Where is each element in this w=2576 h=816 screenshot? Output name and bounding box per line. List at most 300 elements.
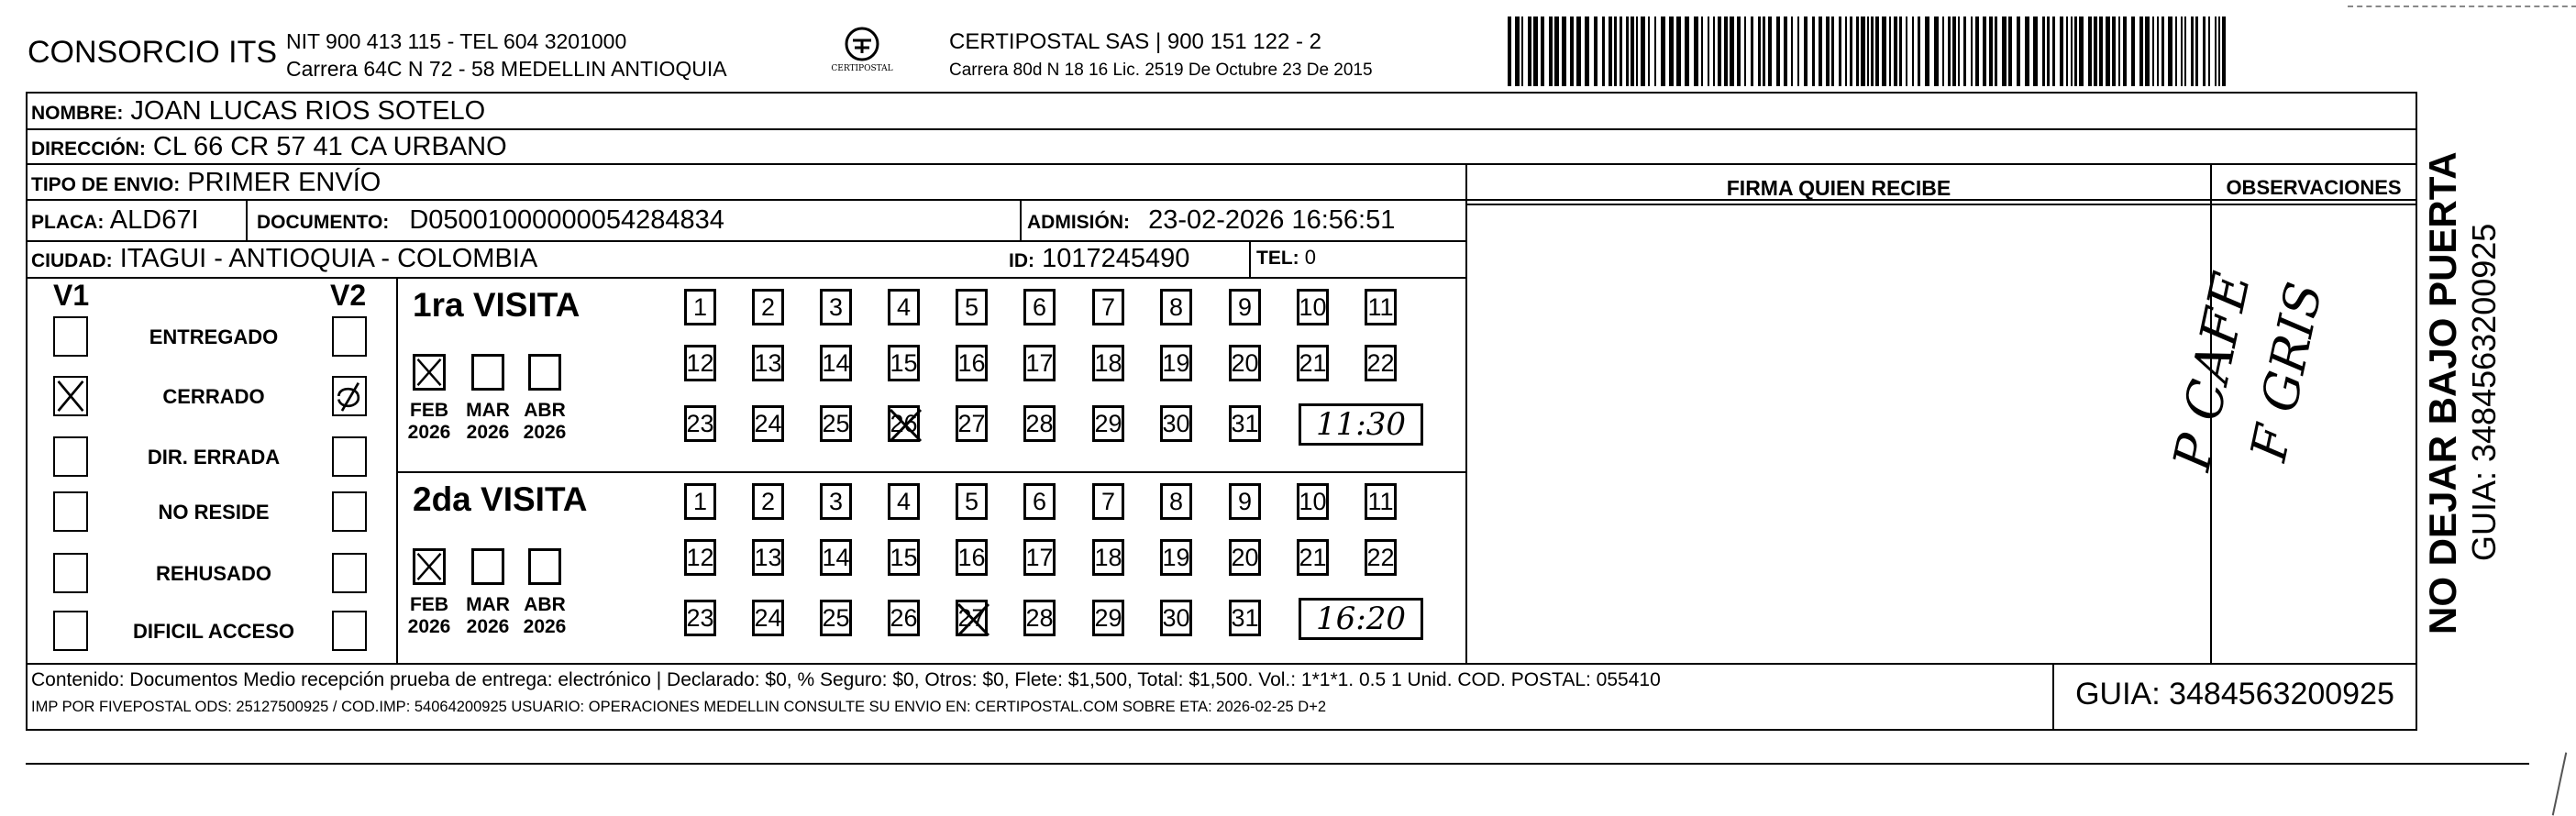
barcode-bar <box>2047 17 2050 86</box>
day-number: 30 <box>1162 409 1190 437</box>
day-box[interactable] <box>1023 483 1056 520</box>
barcode-bar <box>2079 17 2084 86</box>
direccion-label: DIRECCIÓN: <box>31 138 146 160</box>
barcode-bar <box>2168 17 2172 86</box>
day-number: 15 <box>890 543 918 571</box>
day-box[interactable] <box>1092 539 1124 576</box>
placa-cell <box>31 207 199 234</box>
documento-value: D05001000000054284834 <box>409 205 724 235</box>
day-box[interactable] <box>820 345 852 381</box>
barcode-bar <box>1641 17 1645 86</box>
day-box[interactable] <box>684 483 716 520</box>
status-label: NO RESIDE <box>158 501 270 524</box>
barcode-bar <box>1737 17 1741 86</box>
v2-checkbox[interactable] <box>332 553 367 593</box>
barcode-bar <box>1894 17 1897 86</box>
day-box[interactable] <box>684 345 716 381</box>
day-number: 13 <box>754 348 782 377</box>
day-number: 16 <box>957 348 986 377</box>
barcode-bar <box>1661 17 1665 86</box>
day-number: 14 <box>822 543 850 571</box>
month-name: FEB <box>410 400 448 421</box>
footer-contenido: Contenido: Documentos Medio recepción prueba de entrega: electrónico | Declarado: $0, % Seguro: $0, Otros: $0, Flete: $1,500, Total: $1,500. Vol.: 1*1*1. 0.5 1 Unid. COD. POSTAL: 055410 <box>31 669 1661 690</box>
barcode-bar <box>1654 17 1656 86</box>
day-box[interactable] <box>888 289 920 325</box>
day-cross-mark <box>955 599 992 641</box>
barcode-bar <box>1528 17 1531 86</box>
barcode-bar <box>1701 17 1703 86</box>
barcode-bar <box>1724 17 1728 86</box>
month-year: 2026 <box>523 616 567 638</box>
barcode-bar <box>1763 17 1765 86</box>
time-value: 11:30 <box>1316 406 1406 443</box>
placa-value: ALD67I <box>109 205 199 235</box>
day-number: 3 <box>828 292 844 321</box>
day-box[interactable] <box>1365 289 1397 325</box>
barcode-bar <box>2033 17 2038 86</box>
day-number: 26 <box>890 409 918 437</box>
barcode-bar <box>2106 17 2110 86</box>
barcode-bar <box>1768 17 1772 86</box>
day-number: 22 <box>1366 543 1395 571</box>
day-number: 19 <box>1162 348 1190 377</box>
barcode-bar <box>2152 17 2154 86</box>
day-box[interactable] <box>1023 289 1056 325</box>
barcode-bar <box>2161 17 2164 86</box>
tel-cell <box>1256 248 1316 268</box>
day-number: 24 <box>754 603 782 632</box>
day-number: 6 <box>1032 292 1047 321</box>
month-label <box>397 594 461 638</box>
barcode-bar <box>1730 17 1734 86</box>
barcode-bar <box>1585 17 1589 86</box>
day-number: 7 <box>1100 487 1116 515</box>
day-box[interactable] <box>820 539 852 576</box>
id-label: ID: <box>1009 250 1034 271</box>
v2-checkbox[interactable] <box>332 376 367 416</box>
day-number: 1 <box>692 292 708 321</box>
month-year: 2026 <box>407 616 451 638</box>
barcode-bar <box>2074 17 2077 86</box>
day-number: 10 <box>1299 487 1327 515</box>
barcode-bar <box>1594 17 1598 86</box>
page-edge-mark <box>2552 753 2568 816</box>
day-box[interactable] <box>1092 345 1124 381</box>
day-number: 12 <box>686 543 714 571</box>
day-box[interactable] <box>1160 539 1192 576</box>
barcode-bar <box>1826 17 1830 86</box>
barcode-bar <box>1626 17 1629 86</box>
day-number: 9 <box>1237 487 1253 515</box>
day-box[interactable] <box>1229 600 1261 636</box>
day-number: 14 <box>822 348 850 377</box>
observaciones-header: OBSERVACIONES <box>2226 176 2402 199</box>
barcode-bar <box>1856 17 1859 86</box>
status-label: REHUSADO <box>156 562 271 585</box>
barcode-bar <box>1918 17 1920 86</box>
month-name: FEB <box>410 594 448 615</box>
day-box[interactable] <box>888 345 920 381</box>
direccion-value: CL 66 CR 57 41 CA URBANO <box>152 132 507 161</box>
day-number: 12 <box>686 348 714 377</box>
barcode-bar <box>1975 17 1979 86</box>
barcode-bar <box>1636 17 1638 86</box>
tel-label: TEL: <box>1256 248 1299 269</box>
month-checkbox[interactable] <box>413 354 446 391</box>
barcode-bar <box>2203 17 2206 86</box>
v2-checkbox[interactable] <box>332 491 367 532</box>
day-cross-mark <box>887 404 924 447</box>
day-box[interactable] <box>888 539 920 576</box>
barcode-bar <box>2025 17 2029 86</box>
certipostal-logo <box>830 26 894 83</box>
day-number: 19 <box>1162 543 1190 571</box>
barcode-bar <box>1791 17 1793 86</box>
day-number: 21 <box>1299 543 1327 571</box>
barcode-bar <box>1963 17 1966 86</box>
day-box[interactable] <box>752 405 784 442</box>
day-box[interactable] <box>1023 345 1056 381</box>
day-box[interactable] <box>1160 289 1192 325</box>
day-box[interactable] <box>956 539 988 576</box>
month-checkbox[interactable] <box>528 548 561 585</box>
barcode-bar <box>1694 17 1698 86</box>
v1-checkbox[interactable] <box>53 491 88 532</box>
observacion-line-1: P CAFE <box>2162 267 2263 476</box>
day-number: 27 <box>957 603 986 632</box>
day-box[interactable] <box>888 600 920 636</box>
barcode-bar <box>2184 17 2186 86</box>
day-number: 22 <box>1366 348 1395 377</box>
visit-title: 2da VISITA <box>413 480 588 518</box>
month-name: MAR <box>466 400 510 421</box>
barcode-bar <box>2052 17 2055 86</box>
barcode-bar <box>1570 17 1574 86</box>
day-box[interactable] <box>1160 483 1192 520</box>
month-year: 2026 <box>407 422 451 444</box>
day-number: 8 <box>1168 487 1184 515</box>
day-box[interactable] <box>1092 405 1124 442</box>
barcode-bar <box>2094 17 2097 86</box>
day-number: 29 <box>1094 603 1122 632</box>
time-box[interactable] <box>1299 403 1423 446</box>
month-year: 2026 <box>466 616 510 638</box>
day-number: 23 <box>686 409 714 437</box>
top-right-dashes <box>2348 6 2576 7</box>
barcode-bar <box>1839 17 1841 86</box>
barcode-bar <box>2017 17 2020 86</box>
barcode-bar <box>1871 17 1874 86</box>
month-year: 2026 <box>523 422 567 444</box>
footer-guia: GUIA: 3484563200925 <box>2075 677 2394 711</box>
day-number: 20 <box>1231 348 1259 377</box>
day-box[interactable] <box>956 405 988 442</box>
barcode-bar <box>2191 17 2194 86</box>
barcode-bar <box>1718 17 1721 86</box>
day-number: 25 <box>822 603 850 632</box>
barcode-bar <box>1912 17 1914 86</box>
day-box[interactable] <box>820 289 852 325</box>
day-box[interactable] <box>684 600 716 636</box>
day-box[interactable] <box>752 483 784 520</box>
barcode-bar <box>1614 17 1617 86</box>
day-box[interactable] <box>684 289 716 325</box>
barcode-bar <box>2157 17 2159 86</box>
barcode-bar <box>2215 17 2217 86</box>
admision-label: ADMISIÓN: <box>1027 212 1130 233</box>
day-box[interactable] <box>1160 345 1192 381</box>
barcode-bar <box>2175 17 2177 86</box>
day-box[interactable] <box>1365 345 1397 381</box>
barcode-bar <box>1751 17 1753 86</box>
v2-checkbox[interactable] <box>332 611 367 651</box>
barcode-bar <box>2060 17 2063 86</box>
day-box[interactable] <box>684 539 716 576</box>
month-name: MAR <box>466 594 510 615</box>
barcode-bar <box>2008 17 2012 86</box>
logo-text: CERTIPOSTAL <box>831 64 893 73</box>
barcode-bar <box>1776 17 1780 86</box>
barcode-bar <box>1541 17 1544 86</box>
day-number: 18 <box>1094 348 1122 377</box>
barcode-bar <box>1744 17 1746 86</box>
day-number: 8 <box>1168 292 1184 321</box>
day-box[interactable] <box>1297 289 1329 325</box>
day-number: 11 <box>1367 487 1394 515</box>
day-box[interactable] <box>1297 539 1329 576</box>
month-label <box>513 400 577 444</box>
day-number: 26 <box>890 603 918 632</box>
day-number: 17 <box>1025 348 1054 377</box>
day-box[interactable] <box>1297 345 1329 381</box>
day-box[interactable] <box>1297 483 1329 520</box>
day-number: 29 <box>1094 409 1122 437</box>
barcode-bar <box>1602 17 1605 86</box>
day-number: 7 <box>1100 292 1116 321</box>
tipo-envio-label: TIPO DE ENVIO: <box>31 174 181 195</box>
day-box[interactable] <box>888 483 920 520</box>
month-year: 2026 <box>466 422 510 444</box>
barcode-bar <box>1889 17 1891 86</box>
day-box[interactable] <box>820 405 852 442</box>
barcode-bar <box>2123 17 2127 86</box>
ciudad-value: ITAGUI - ANTIOQUIA - COLOMBIA <box>119 244 538 273</box>
day-number: 20 <box>1231 543 1259 571</box>
tel-value: 0 <box>1304 246 1317 269</box>
day-box[interactable] <box>1160 600 1192 636</box>
company-nit: NIT 900 413 115 - TEL 604 3201000 <box>286 29 627 53</box>
barcode-bar <box>1609 17 1612 86</box>
day-box[interactable] <box>752 289 784 325</box>
day-box[interactable] <box>1092 483 1124 520</box>
barcode-bar <box>1831 17 1834 86</box>
ciudad-cell <box>31 246 537 272</box>
barcode-bar <box>1713 17 1715 86</box>
month-checkbox[interactable] <box>528 354 561 391</box>
day-number: 31 <box>1231 603 1259 632</box>
day-number: 4 <box>896 292 912 321</box>
time-box[interactable] <box>1299 598 1423 640</box>
day-box[interactable] <box>956 483 988 520</box>
firma-header: FIRMA QUIEN RECIBE <box>1726 176 1951 200</box>
day-number: 6 <box>1032 487 1047 515</box>
documento-cell <box>257 207 724 234</box>
barcode-bar <box>2071 17 2073 86</box>
month-checkbox[interactable] <box>471 548 504 585</box>
v1-checkbox[interactable] <box>53 553 88 593</box>
day-number: 1 <box>692 487 708 515</box>
day-number: 2 <box>760 487 776 515</box>
barcode-bar <box>1758 17 1761 86</box>
day-number: 17 <box>1025 543 1054 571</box>
no-dejar-bajo-puerta: NO DEJAR BAJO PUERTA <box>2421 151 2464 634</box>
day-box[interactable] <box>684 405 716 442</box>
barcode-bar <box>2099 17 2103 86</box>
day-box[interactable] <box>1092 289 1124 325</box>
day-box[interactable] <box>1229 405 1261 442</box>
barcode-bar <box>1576 17 1581 86</box>
observacion-line-2: F GRIS <box>2239 277 2334 467</box>
day-box[interactable] <box>1229 345 1261 381</box>
nombre-row <box>31 98 485 125</box>
month-checkbox[interactable] <box>471 354 504 391</box>
barcode-bar <box>1875 17 1879 86</box>
day-number: 9 <box>1237 292 1253 321</box>
month-checkbox[interactable] <box>413 548 446 585</box>
day-box[interactable] <box>956 345 988 381</box>
day-number: 4 <box>896 487 912 515</box>
v1-checkbox[interactable] <box>53 436 88 477</box>
day-number: 24 <box>754 409 782 437</box>
barcode-bar <box>1797 17 1799 86</box>
month-label <box>397 400 461 444</box>
day-box[interactable] <box>1229 289 1261 325</box>
day-box[interactable] <box>956 600 988 636</box>
barcode-bar <box>1685 17 1689 86</box>
barcode-bar <box>1708 17 1709 86</box>
barcode-bar <box>1971 17 1973 86</box>
day-number: 3 <box>828 487 844 515</box>
day-box[interactable] <box>1160 405 1192 442</box>
barcode-bar <box>1631 17 1634 86</box>
barcode-bar <box>1867 17 1869 86</box>
day-number: 15 <box>890 348 918 377</box>
day-box[interactable] <box>752 539 784 576</box>
barcode-bar <box>2002 17 2007 86</box>
placa-label: PLACA: <box>31 212 105 233</box>
id-cell <box>1009 246 1189 272</box>
day-box[interactable] <box>1365 483 1397 520</box>
day-number: 18 <box>1094 543 1122 571</box>
day-box[interactable] <box>820 600 852 636</box>
v1-checkbox[interactable] <box>53 611 88 651</box>
barcode-bar <box>1989 17 1993 86</box>
day-number: 21 <box>1299 348 1327 377</box>
barcode-bar <box>2112 17 2116 86</box>
day-number: 10 <box>1299 292 1327 321</box>
barcode-bar <box>1983 17 1986 86</box>
barcode-bar <box>1819 17 1822 86</box>
v1-label: V1 <box>53 279 90 312</box>
barcode-bar <box>2222 17 2226 86</box>
day-box[interactable] <box>820 483 852 520</box>
barcode-bar <box>2139 17 2143 86</box>
status-label: ENTREGADO <box>149 325 279 348</box>
month-label <box>513 594 577 638</box>
lower-separator <box>26 763 2529 765</box>
day-box[interactable] <box>752 600 784 636</box>
barcode-bar <box>1549 17 1553 86</box>
barcode-bar <box>1934 17 1939 86</box>
barcode-bar <box>1958 17 1960 86</box>
barcode-bar <box>1850 17 1852 86</box>
day-box[interactable] <box>1023 539 1056 576</box>
id-value: 1017245490 <box>1042 244 1190 273</box>
tipo-envio-row <box>31 170 381 196</box>
barcode-bar <box>1845 17 1847 86</box>
direccion-row <box>31 134 507 160</box>
company-address: Carrera 64C N 72 - 58 MEDELLIN ANTIOQUIA <box>286 57 727 81</box>
barcode-bar <box>2181 17 2183 86</box>
barcode-bar <box>1562 17 1566 86</box>
status-label: CERRADO <box>162 385 265 408</box>
day-box[interactable] <box>1023 405 1056 442</box>
barcode-bar <box>1648 17 1650 86</box>
day-box[interactable] <box>888 405 920 442</box>
v2-checkbox[interactable] <box>332 436 367 477</box>
month-label <box>456 400 520 444</box>
tipo-envio-value: PRIMER ENVÍO <box>187 168 381 197</box>
side-guia: GUIA: 3484563200925 <box>2465 223 2503 561</box>
day-box[interactable] <box>1229 483 1261 520</box>
barcode-bar <box>2218 17 2220 86</box>
day-box[interactable] <box>752 345 784 381</box>
day-number: 27 <box>957 409 986 437</box>
v1-checkbox[interactable] <box>53 316 88 357</box>
nombre-label: NOMBRE: <box>31 103 124 124</box>
barcode-bar <box>2195 17 2198 86</box>
barcode-bar <box>1906 17 1907 86</box>
day-box[interactable] <box>1229 539 1261 576</box>
day-box[interactable] <box>1365 539 1397 576</box>
barcode-bar <box>1995 17 1997 86</box>
day-number: 5 <box>964 487 979 515</box>
barcode-bar <box>2131 17 2135 86</box>
day-number: 23 <box>686 603 714 632</box>
carrier-name: CERTIPOSTAL SAS | 900 151 122 - 2 <box>949 29 1321 54</box>
barcode-bar <box>1533 17 1538 86</box>
barcode-bar <box>1804 17 1808 86</box>
day-number: 28 <box>1025 409 1054 437</box>
barcode-bar <box>1899 17 1902 86</box>
day-box[interactable] <box>1092 600 1124 636</box>
day-box[interactable] <box>956 289 988 325</box>
barcode-bar <box>2145 17 2150 86</box>
day-number: 2 <box>760 292 776 321</box>
barcode-bar <box>2066 17 2068 86</box>
barcode-bar <box>1508 17 1511 86</box>
barcode-bar <box>1942 17 1944 86</box>
barcode <box>1504 17 2233 86</box>
day-box[interactable] <box>1023 600 1056 636</box>
barcode-bar <box>1925 17 1929 86</box>
v1-checkbox[interactable] <box>53 376 88 416</box>
barcode-bar <box>1861 17 1865 86</box>
v2-checkbox[interactable] <box>332 316 367 357</box>
barcode-bar <box>1620 17 1622 86</box>
carrier-address: Carrera 80d N 18 16 Lic. 2519 De Octubre 23 De 2015 <box>949 61 1373 80</box>
month-name: ABR <box>524 400 566 421</box>
